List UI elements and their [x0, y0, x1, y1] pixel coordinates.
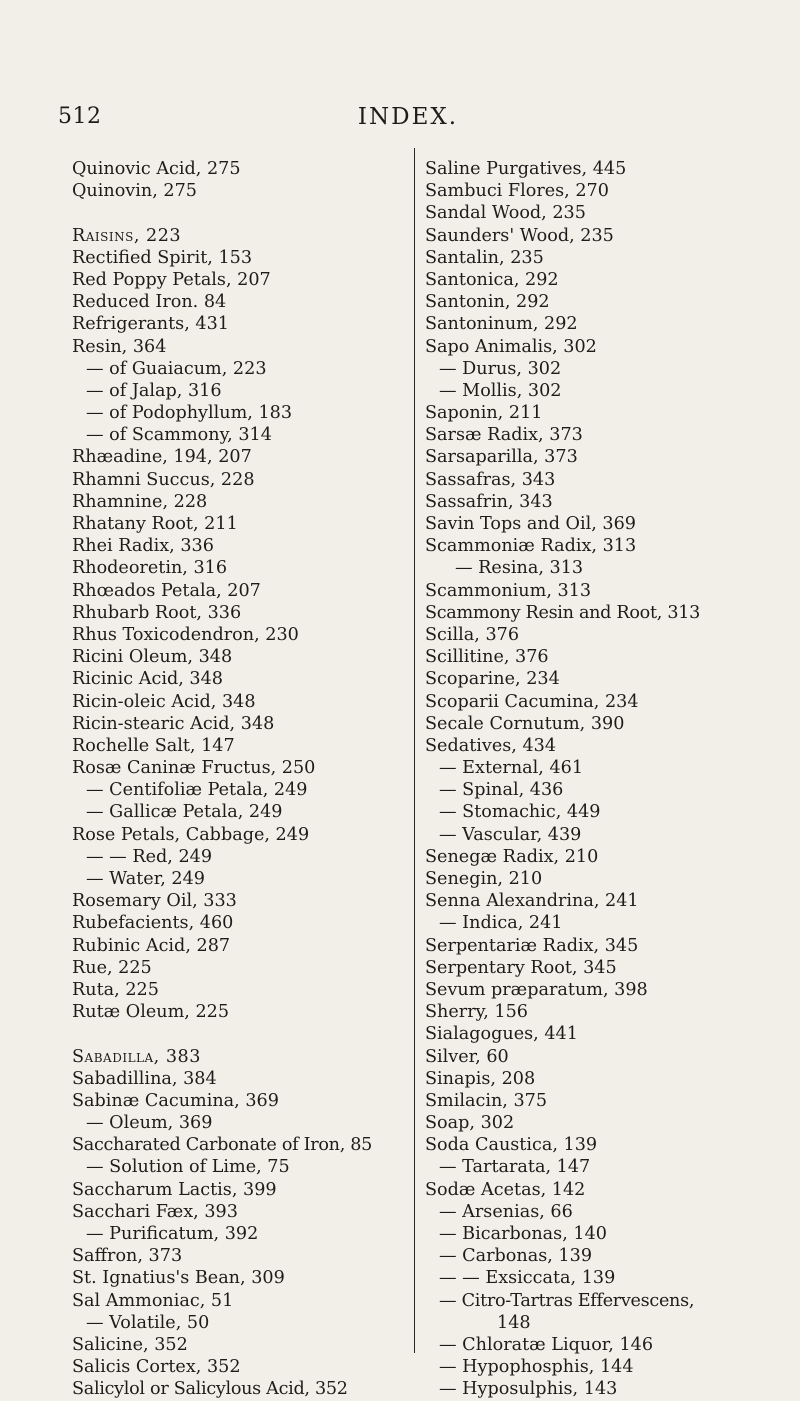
index-entry: Rubinic Acid, 287: [72, 935, 231, 956]
index-entry: — Vascular, 439: [439, 824, 582, 845]
index-entry: — Solution of Lime, 75: [86, 1157, 290, 1178]
index-entry: Rhatany Root, 211: [72, 514, 238, 534]
index-entry: Savin Tops and Oil, 369: [425, 514, 636, 534]
index-entry: — of Guaiacum, 223: [86, 358, 267, 379]
index-entry: Scilla, 376: [425, 624, 520, 645]
index-entry: — Centifoliæ Petala, 249: [86, 780, 308, 801]
index-entry: — Stomachic, 449: [439, 802, 601, 823]
index-entry: — Spinal, 436: [439, 780, 564, 801]
index-entry: Rosæ Caninæ Fructus, 250: [72, 758, 316, 779]
index-entry: — Citro-Tartras Effervescens,: [439, 1290, 695, 1311]
index-entry: — Hyposulphis, 143: [439, 1379, 618, 1400]
index-entry: Rhœados Petala, 207: [72, 580, 261, 601]
index-entry: Sabadillina, 384: [72, 1068, 217, 1089]
index-entry: Rhamni Succus, 228: [72, 469, 255, 490]
index-entry: — Volatile, 50: [86, 1312, 210, 1333]
index-column-right: [425, 158, 760, 1401]
index-entry: Sarsæ Radix, 373: [425, 425, 583, 446]
index-entry: — Bicarbonas, 140: [439, 1224, 607, 1244]
index-entry: Raisins, 223: [72, 225, 182, 246]
index-entry: Saline Purgatives, 445: [425, 159, 627, 179]
index-entry: Serpentary Root, 345: [425, 957, 617, 978]
index-entry: — Durus, 302: [439, 358, 562, 379]
index-entry: Sevum præparatum, 398: [425, 979, 648, 1000]
index-entry: Sodæ Acetas, 142: [425, 1179, 586, 1200]
index-entry: — Gallicæ Petala, 249: [86, 802, 283, 823]
page-number: 512: [58, 104, 102, 129]
index-entry: Ricin-oleic Acid, 348: [72, 691, 256, 712]
index-entry: Sarsaparilla, 373: [425, 447, 578, 468]
index-entry: Ricini Oleum, 348: [72, 647, 233, 668]
index-entry: Sandal Wood, 235: [425, 203, 586, 224]
index-entry: — Mollis, 302: [439, 380, 562, 401]
index-entry: Rhus Toxicodendron, 230: [72, 624, 299, 645]
index-entry: 148: [497, 1312, 531, 1333]
index-entry: Rutæ Oleum, 225: [72, 1002, 230, 1023]
column-divider: [414, 148, 415, 1353]
index-entry: Santoninum, 292: [425, 314, 578, 335]
index-entry: — Resina, 313: [455, 558, 584, 579]
index-entry: — External, 461: [439, 758, 584, 779]
index-entry: Serpentariæ Radix, 345: [425, 935, 639, 956]
index-entry: — Tartarata, 147: [439, 1157, 591, 1178]
index-entry: Rhubarb Root, 336: [72, 602, 242, 623]
index-entry: Santalin, 235: [425, 247, 544, 268]
index-entry: Salicylol or Salicylous Acid, 352: [72, 1379, 348, 1400]
index-entry: — Water, 249: [86, 869, 205, 889]
index-entry: — Purificatum, 392: [86, 1224, 259, 1244]
index-entry: Sialagogues, 441: [425, 1024, 578, 1045]
index-entry: Sabadilla, 383: [72, 1046, 201, 1067]
index-entry: Secale Cornutum, 390: [425, 713, 625, 734]
index-entry: Sambuci Flores, 270: [425, 181, 609, 202]
index-entry: Silver, 60: [425, 1046, 509, 1067]
index-entry: Rue, 225: [72, 957, 152, 978]
index-entry: Scammonium, 313: [425, 580, 592, 601]
page-header: [58, 104, 758, 134]
index-entry: Sassafrin, 343: [425, 491, 553, 512]
index-entry: Saccharum Lactis, 399: [72, 1179, 277, 1200]
index-entry: — Indica, 241: [439, 913, 563, 934]
index-column-left: [72, 158, 407, 1401]
index-entry: Reduced Iron. 84: [72, 292, 227, 313]
index-entry: Sacchari Fæx, 393: [72, 1201, 238, 1222]
index-entry: Saunders' Wood, 235: [425, 225, 614, 246]
index-entry: Ruta, 225: [72, 979, 159, 1000]
index-entry: Santonica, 292: [425, 269, 559, 290]
index-entry: Rubefacients, 460: [72, 913, 234, 934]
index-entry: Saponin, 211: [425, 403, 543, 424]
index-entry: — Carbonas, 139: [439, 1246, 593, 1267]
index-entry: Rhamnine, 228: [72, 491, 208, 512]
index-entry: Sapo Animalis, 302: [425, 336, 597, 357]
index-entry: Quinovin, 275: [72, 181, 197, 202]
index-entry: Scammoniæ Radix, 313: [425, 536, 637, 557]
index-entry: Rhæadine, 194, 207: [72, 447, 252, 468]
index-entry: Rectified Spirit, 153: [72, 247, 253, 268]
index-entry: — — Exsiccata, 139: [439, 1268, 616, 1289]
index-entry: Ricinic Acid, 348: [72, 669, 223, 690]
index-entry: Scammony Resin and Root, 313: [425, 602, 700, 623]
running-head-title: INDEX.: [357, 104, 459, 130]
index-entry: Saffron, 373: [72, 1246, 183, 1267]
index-entry: Sedatives, 434: [425, 735, 557, 756]
index-entry: Santonin, 292: [425, 292, 550, 313]
index-entry: Rhei Radix, 336: [72, 536, 214, 557]
index-entry: Senegin, 210: [425, 869, 543, 889]
index-entry: Soda Caustica, 139: [425, 1135, 598, 1156]
index-entry: Salicine, 352: [72, 1334, 188, 1355]
index-entry: Salicis Cortex, 352: [72, 1357, 241, 1378]
index-entry: Scoparii Cacumina, 234: [425, 691, 639, 712]
index-entry: Resin, 364: [72, 336, 167, 357]
index-entry: Refrigerants, 431: [72, 314, 229, 335]
index-entry: Sabinæ Cacumina, 369: [72, 1090, 279, 1111]
index-entry: — — Red, 249: [86, 846, 213, 867]
index-entry: — Hypophosphis, 144: [439, 1357, 634, 1378]
index-entry: — Arsenias, 66: [439, 1201, 573, 1222]
index-entry: Senna Alexandrina, 241: [425, 891, 639, 912]
index-entry: — Chloratæ Liquor, 146: [439, 1334, 654, 1355]
index-entry: — of Scammony, 314: [86, 425, 272, 446]
index-entry: Sal Ammoniac, 51: [72, 1290, 234, 1311]
index-entry: Sassafras, 343: [425, 469, 556, 490]
index-entry: Sherry, 156: [425, 1002, 528, 1023]
index-entry: Quinovic Acid, 275: [72, 159, 241, 179]
index-entry: — Oleum, 369: [86, 1113, 213, 1134]
index-entry: Smilacin, 375: [425, 1090, 548, 1111]
index-entry: Rochelle Salt, 147: [72, 735, 235, 756]
index-entry: Rose Petals, Cabbage, 249: [72, 824, 310, 845]
index-entry: Red Poppy Petals, 207: [72, 269, 271, 290]
index-entry: Scoparine, 234: [425, 669, 560, 690]
index-entry: Rhodeoretin, 316: [72, 558, 228, 579]
index-entry: — of Podophyllum, 183: [86, 403, 293, 424]
index-entry: Rosemary Oil, 333: [72, 891, 237, 912]
index-entry: St. Ignatius's Bean, 309: [72, 1268, 285, 1289]
index-entry: Soap, 302: [425, 1113, 515, 1134]
index-entry: Ricin-stearic Acid, 348: [72, 713, 275, 734]
index-entry: Saccharated Carbonate of Iron, 85: [72, 1135, 373, 1156]
index-entry: Senegæ Radix, 210: [425, 846, 599, 867]
index-entry: Scillitine, 376: [425, 647, 549, 668]
index-entry: — of Jalap, 316: [86, 380, 222, 401]
index-entry: Sinapis, 208: [425, 1068, 536, 1089]
